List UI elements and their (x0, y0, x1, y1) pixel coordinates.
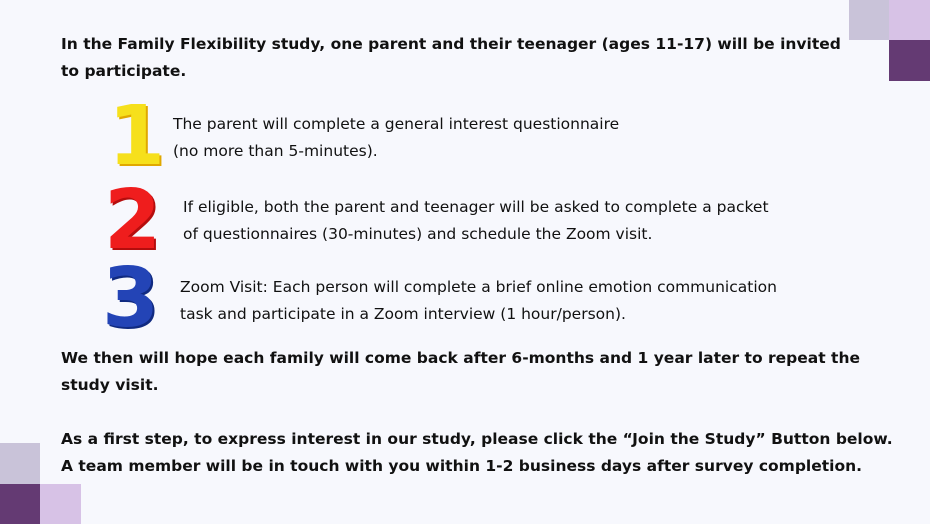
intro-paragraph (61, 31, 841, 85)
step-3-number-icon: 3 (102, 251, 160, 346)
decor-square-bottom-lavender (40, 484, 81, 524)
call-to-action-line-1: As a first step, to express interest in our study, please click the “Join the Study” Button below. (61, 430, 893, 448)
call-to-action-line-2: A team member will be in touch with you within 1-2 business days after survey completion. (61, 457, 863, 475)
intro-line-1: In the Family Flexibility study, one parent and their teenager (ages 11-17) will be invited (61, 35, 841, 53)
decor-square-top-purple (889, 40, 930, 81)
step-1-number-icon: 1 (108, 89, 166, 184)
decor-square-top-lavender (889, 0, 930, 40)
call-to-action-paragraph (61, 426, 893, 480)
step-2-number-icon: 2 (104, 173, 162, 268)
step-2-line-2: of questionnaires (30-minutes) and schedule the Zoom visit. (183, 225, 653, 243)
step-1-line-2: (no more than 5-minutes). (173, 142, 378, 160)
intro-line-2: to participate. (61, 62, 187, 80)
return-visit-line-2: study visit. (61, 376, 159, 394)
step-2-text (183, 194, 769, 248)
return-visit-line-1: We then will hope each family will come back after 6-months and 1 year later to repeat the (61, 349, 860, 367)
decor-square-top-gray (849, 0, 889, 40)
decor-square-bottom-purple (0, 484, 40, 524)
step-1-text (173, 111, 619, 165)
step-3-text (180, 274, 777, 328)
step-3-line-1: Zoom Visit: Each person will complete a brief online emotion communication (180, 278, 777, 296)
step-2-line-1: If eligible, both the parent and teenager will be asked to complete a packet (183, 198, 769, 216)
return-visit-paragraph (61, 345, 860, 399)
step-3-line-2: task and participate in a Zoom interview (1 hour/person). (180, 305, 626, 323)
decor-square-bottom-gray (0, 443, 40, 484)
step-1-line-1: The parent will complete a general interest questionnaire (173, 115, 620, 133)
